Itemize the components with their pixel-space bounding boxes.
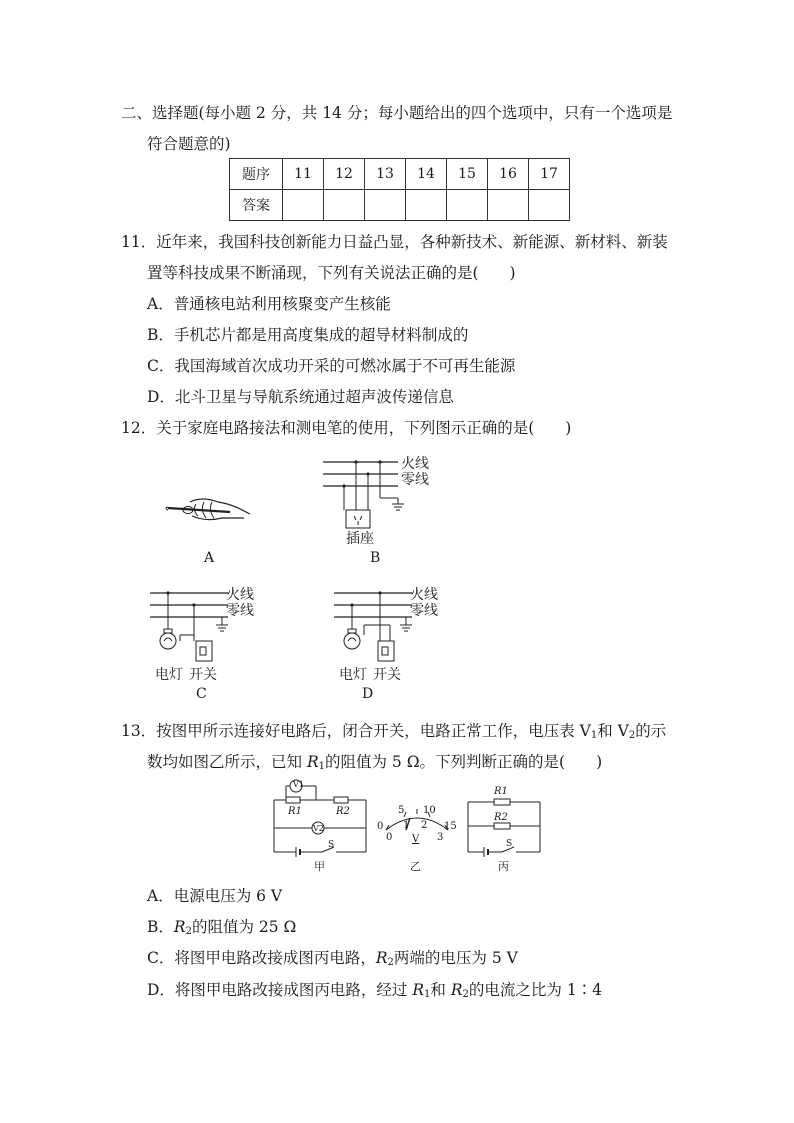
q12-label-a: A [204, 550, 215, 566]
q13-figure-label-jia: 甲 [314, 860, 325, 873]
q12-d-neutral-label: 零线 [410, 603, 438, 619]
answer-cell[interactable] [447, 190, 488, 221]
dial-bottom-tick: 3 [437, 832, 444, 843]
dial-bottom-tick: 2 [421, 820, 428, 831]
table-header-question: 题序 [230, 159, 283, 190]
q13-jia-v1-label: V1 [293, 780, 304, 789]
table-cell-number: 11 [283, 159, 324, 190]
q11-option-b[interactable]: B．手机芯片都是用高度集成的超导材料制成的 [147, 326, 469, 344]
section-heading-line1: 二、选择题(每小题 2 分，共 14 分；每小题给出的四个选项中，只有一个选项是 [121, 104, 673, 122]
table-cell-number: 12 [324, 159, 365, 190]
q12-b-socket-label: 插座 [346, 531, 374, 547]
answer-cell[interactable] [283, 190, 324, 221]
q12-c-neutral-label: 零线 [226, 603, 254, 619]
dial-top-tick: 10 [423, 805, 436, 816]
answer-cell[interactable] [488, 190, 529, 221]
answer-cell[interactable] [324, 190, 365, 221]
dial-top-tick: 5 [398, 805, 405, 816]
q12-d-lamp-label: 电灯 [339, 667, 367, 683]
table-cell-number: 17 [529, 159, 570, 190]
dial-unit-label: V [412, 834, 420, 845]
q12-b-live-label: 火线 [401, 456, 429, 472]
dial-top-tick: 0 [377, 821, 384, 832]
dial-bottom-tick: 1 [403, 820, 410, 831]
q12-c-lamp-label: 电灯 [155, 667, 183, 683]
q12-b-neutral-label: 零线 [401, 472, 429, 488]
q13-bing-s-label: S [506, 839, 513, 849]
answer-cell[interactable] [529, 190, 570, 221]
q11-option-a[interactable]: A．普通核电站利用核聚变产生核能 [147, 295, 391, 313]
q12-label-d: D [362, 686, 374, 702]
table-cell-number: 13 [365, 159, 406, 190]
table-cell-number: 16 [488, 159, 529, 190]
q13-jia-r2-label: R2 [336, 806, 350, 817]
answer-cell[interactable] [365, 190, 406, 221]
q11-stem-line1: 11．近年来，我国科技创新能力日益凸显，各种新技术、新能源、新材料、新装 [121, 233, 668, 251]
q11-stem-line2: 置等科技成果不断涌现，下列有关说法正确的是( ) [147, 264, 516, 282]
q13-jia-s-label: S [328, 840, 335, 850]
q12-stem: 12．关于家庭电路接法和测电笔的使用，下列图示正确的是( ) [121, 419, 572, 437]
q13-figure-label-bing: 丙 [498, 860, 509, 873]
q11-option-c[interactable]: C．我国海域首次成功开采的可燃冰属于不可再生能源 [147, 357, 516, 375]
answer-table [229, 158, 570, 221]
q13-stem-line2: 数均如图乙所示，已知 $R_1$的阻值为 5 Ω。下列判断正确的是( ) [147, 753, 603, 772]
q13-figure-label-yi: 乙 [410, 860, 421, 873]
q12-label-b: B [370, 550, 381, 566]
section-heading-line2: 符合题意的) [147, 135, 231, 153]
table-cell-number: 15 [447, 159, 488, 190]
q13-option-b[interactable]: B．$R_2$的阻值为 25 Ω [147, 918, 297, 937]
q12-figure-a-hand-tester [160, 488, 255, 528]
q11-option-d[interactable]: D．北斗卫星与导航系统通过超声波传递信息 [147, 388, 454, 406]
answer-table-row-answers [230, 190, 570, 221]
q12-c-switch-label: 开关 [189, 667, 217, 683]
q13-option-c[interactable]: C．将图甲电路改接成图丙电路，$R_2$两端的电压为 5 V [147, 949, 518, 968]
answer-table-row-numbers [230, 159, 570, 190]
table-cell-number: 14 [406, 159, 447, 190]
q13-bing-r1-label: R1 [494, 786, 508, 797]
q13-figure-bing-circuit [464, 790, 544, 858]
q12-c-live-label: 火线 [226, 587, 254, 603]
q12-label-c: C [196, 686, 207, 702]
q13-option-a[interactable]: A．电源电压为 6 V [147, 887, 283, 905]
q13-option-d[interactable]: D．将图甲电路改接成图丙电路，经过 $R_1$和 $R_2$的电流之比为 1∶4 [147, 981, 603, 1000]
answer-cell[interactable] [406, 190, 447, 221]
q13-figure-jia-circuit [270, 778, 370, 858]
table-header-answer: 答案 [230, 190, 283, 221]
q13-jia-r1-label: R1 [288, 806, 302, 817]
dial-bottom-tick: 0 [386, 832, 393, 843]
q12-d-switch-label: 开关 [373, 667, 401, 683]
q13-jia-v2-label: V2 [313, 824, 324, 833]
dial-top-tick: 15 [444, 821, 457, 832]
q13-stem-line1: 13．按图甲所示连接好电路后，闭合开关，电路正常工作，电压表 $V_1$和 $V_2$的示 [121, 722, 667, 741]
q12-d-live-label: 火线 [410, 587, 438, 603]
q13-bing-r2-label: R2 [494, 812, 508, 823]
